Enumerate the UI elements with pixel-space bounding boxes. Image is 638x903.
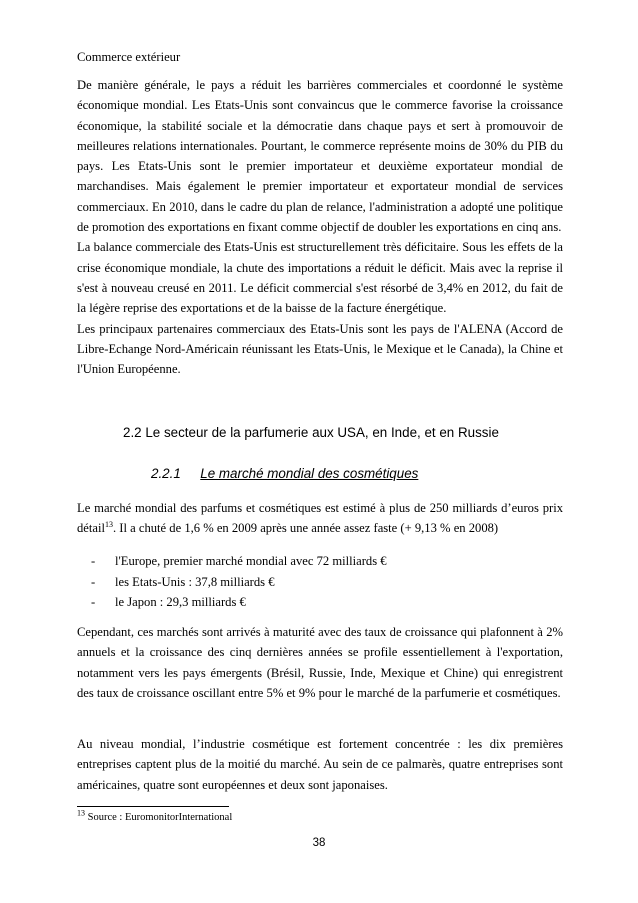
list-text: l'Europe, premier marché mondial avec 72 milliards € (115, 554, 387, 568)
footnote-text: Source : EuromonitorInternational (85, 812, 233, 823)
list-text: le Japon : 29,3 milliards € (115, 595, 246, 609)
heading-title: Le marché mondial des cosmétiques (200, 466, 419, 481)
heading-number: 2.2.1 (151, 466, 181, 481)
paragraph-cependant: Cependant, ces marchés sont arrivés à maturité avec des taux de croissance qui plafonnent à 2% annuels et la croissance des cinq dernières années se profile essentiellement à l'exportation, notamment vers les pays émergents (Brésil, Russie, Inde, Mexique et Chine) qui enregistrent des taux de croissance oscillant entre 5% et 9% pour le marché de la parfumerie et cosmétiques. (77, 625, 563, 700)
paragraph-mondial: Au niveau mondial, l’industrie cosmétique est fortement concentrée : les dix premières entreprises captent plus de la moitié du marché. Au sein de ce palmarès, quatre entreprises sont américaines, quatre sont européennes et deux sont japonaises. (77, 737, 563, 792)
subsection-heading-2-2-1 (151, 465, 418, 483)
footnote (77, 808, 233, 825)
footnote-number: 13 (77, 808, 85, 818)
list-item (91, 551, 541, 572)
footnote-divider (77, 806, 229, 807)
paragraph: La balance commerciale des Etats-Unis est structurellement très déficitaire. Sous les effets de la crise économique mondiale, la chute des importations a réduit le déficit. Mais avec la reprise il s'est à nouveau creusé en 2011. Le déficit commercial s'est résorbé de 3,4% en 2012, du fait de la légère reprise des exportations et de la baisse de la facture énergétique. (77, 240, 563, 316)
market-text-b: . Il a chuté de 1,6 % en 2009 après une année assez faste (+ 9,13 % en 2008) (112, 521, 499, 536)
list-text: les Etats-Unis : 37,8 milliards € (115, 574, 275, 589)
page-number: 38 (312, 837, 326, 849)
list-dash: - (91, 595, 96, 609)
section-label: Commerce extérieur (77, 50, 181, 64)
market-list (91, 551, 541, 613)
footnote-ref: 13 (104, 520, 113, 530)
market-text-a: Le marché mondial des parfums et cosmétiques est estimé à plus de 250 milliards d’euros prix détail (77, 501, 563, 536)
paragraph: Les principaux partenaires commerciaux des Etats-Unis sont les pays de l'ALENA (Accord de Libre-Echange Nord-Américain réunissant les Etats-Unis, le Mexique et le Canada), la Chine et l'Union Européenne. (77, 321, 563, 377)
list-dash: - (91, 574, 96, 589)
list-dash: - (91, 554, 96, 568)
paragraph: De manière générale, le pays a réduit les barrières commerciales et coordonné le système économique mondial. Les Etats-Unis sont convaincus que le commerce favorise la croissance économique, la stabilité sociale et la démocratie dans chaque pays et sert à promouvoir de meilleures relations internationales. Pourtant, le commerce représente moins de 30% du PIB du pays. Les Etats-Unis sont le premier importateur et deuxième exportateur mondial de marchandises. Mais également le premier importateur et exportateur mondial de services commerciaux. En 2010, dans le cadre du plan de relance, l'administration a adopté une politique de promotion des exportations en fixant comme objectif de doubler les exportations en cinq ans. (77, 78, 563, 235)
list-item (91, 572, 541, 593)
commerce-text (77, 75, 563, 379)
list-item (91, 592, 541, 613)
section-heading-2-2: 2.2 Le secteur de la parfumerie aux USA, en Inde, et en Russie (123, 425, 499, 440)
market-paragraph (77, 498, 563, 539)
